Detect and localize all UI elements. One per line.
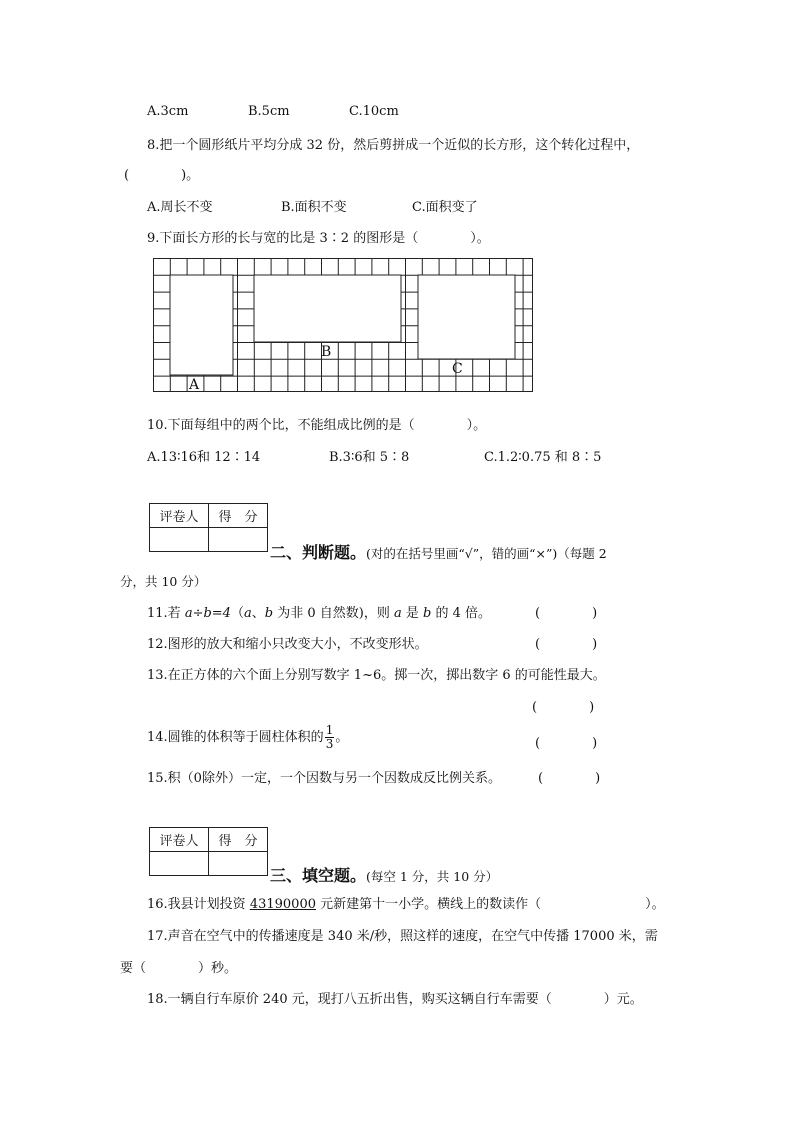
q7-option-b: B.5cm: [248, 104, 290, 119]
section2-note: (对的在括号里画“√”，错的画“×”)（每题 2: [366, 546, 607, 561]
q13-text: 13.在正方体的六个面上分别写数字 1~6。掷一次，掷出数字 6 的可能性最大。: [147, 668, 606, 683]
q8-option-c: C.面积变了: [412, 200, 478, 215]
q11-end: 的 4 倍。: [431, 606, 491, 621]
section2-heading: [270, 540, 607, 563]
q8-option-b: B.面积不变: [281, 200, 347, 215]
q11-var-a2: a: [393, 606, 402, 621]
q14-text: [147, 724, 348, 751]
section2-title: 二、判断题。: [270, 543, 367, 562]
rect-c: [418, 275, 515, 359]
q14-answer-paren: ( ): [535, 736, 598, 751]
score-label: 得 分: [209, 504, 268, 528]
rect-a: [170, 275, 233, 375]
q10-option-a: A.13∶16和 12∶14: [147, 450, 261, 465]
q8-option-a: A.周长不变: [147, 200, 213, 215]
score-cell: [209, 528, 268, 552]
section3-heading: [270, 863, 498, 886]
q15-answer-paren: ( ): [538, 771, 601, 786]
reviewer-cell: [150, 528, 209, 552]
label-c: C: [452, 361, 463, 377]
q17-text: 17.声音在空气中的传播速度是 340 米/秒，照这样的速度，在空气中传播 17000 米，需: [147, 929, 658, 944]
q12-text: 12.图形的放大和缩小只改变大小，不改变形状。: [147, 637, 428, 652]
q15-text: 15.积（0除外）一定，一个因数与另一个因数成反比例关系。: [147, 771, 501, 786]
q7-option-c: C.10cm: [349, 104, 399, 119]
q9-text: 9.下面长方形的长与宽的比是 3∶2 的图形是（ ）。: [147, 231, 490, 246]
q14-fraction: [325, 724, 335, 751]
q11-var-b: b: [264, 606, 274, 621]
q17-text-cont: 要（ ）秒。: [120, 961, 238, 976]
q11-answer-paren: ( ): [535, 606, 598, 621]
q8-blank: ( )。: [124, 168, 200, 183]
label-b: B: [321, 344, 332, 360]
q11-var-b2: b: [422, 606, 432, 621]
q10-text: 10.下面每组中的两个比，不能组成比例的是（ ）。: [147, 418, 487, 433]
q18-text: 18.一辆自行车原价 240 元，现打八五折出售，购买这辆自行车需要（ ）元。: [147, 992, 643, 1007]
section2-note2: 分，共 10 分）: [120, 574, 207, 589]
q11-expr: a÷b=4: [184, 606, 231, 621]
label-a: A: [189, 377, 200, 392]
section3-note: (每空 1 分，共 10 分）: [366, 869, 499, 884]
q16-prefix: 16.我县计划投资: [147, 897, 250, 912]
q11-rest: 为非 0 自然数)，则: [273, 606, 394, 621]
q11-sep: 、: [251, 606, 265, 621]
q9-grid-figure: [153, 258, 533, 392]
q11-prefix: 11.若: [147, 606, 185, 621]
q16-text: [147, 893, 665, 912]
score-label: 得 分: [209, 828, 268, 852]
q14-numerator: 1: [325, 723, 334, 737]
q14-denominator: 3: [325, 737, 334, 751]
q11-var-a: a: [243, 606, 252, 621]
q16-rest: 元新建第十一小学。横线上的数读作（ ）。: [315, 897, 665, 912]
q14-prefix: 14.圆锥的体积等于圆柱体积的: [147, 730, 324, 745]
reviewer-cell: [150, 852, 209, 876]
q11-text: [147, 602, 491, 621]
section3-title: 三、填空题。: [270, 866, 367, 885]
q7-option-a: A.3cm: [147, 104, 189, 119]
rect-b: [254, 275, 401, 342]
score-box-section2: [149, 503, 268, 552]
q14-end: 。: [335, 730, 349, 745]
q10-option-c: C.1.2∶0.75 和 8∶5: [484, 450, 602, 465]
q8-text: 8.把一个圆形纸片平均分成 32 份，然后剪拼成一个近似的长方形，这个转化过程中，: [147, 138, 640, 153]
q16-number: 43190000: [249, 897, 316, 912]
reviewer-label: 评卷人: [150, 828, 209, 852]
q13-answer-paren: ( ): [532, 700, 595, 715]
q12-answer-paren: ( ): [535, 637, 598, 652]
score-box-section3: [149, 827, 268, 876]
score-cell: [209, 852, 268, 876]
q10-option-b: B.3∶6和 5∶8: [329, 450, 410, 465]
reviewer-label: 评卷人: [150, 504, 209, 528]
q11-is: 是: [401, 606, 423, 621]
q11-mid: （: [230, 606, 244, 621]
